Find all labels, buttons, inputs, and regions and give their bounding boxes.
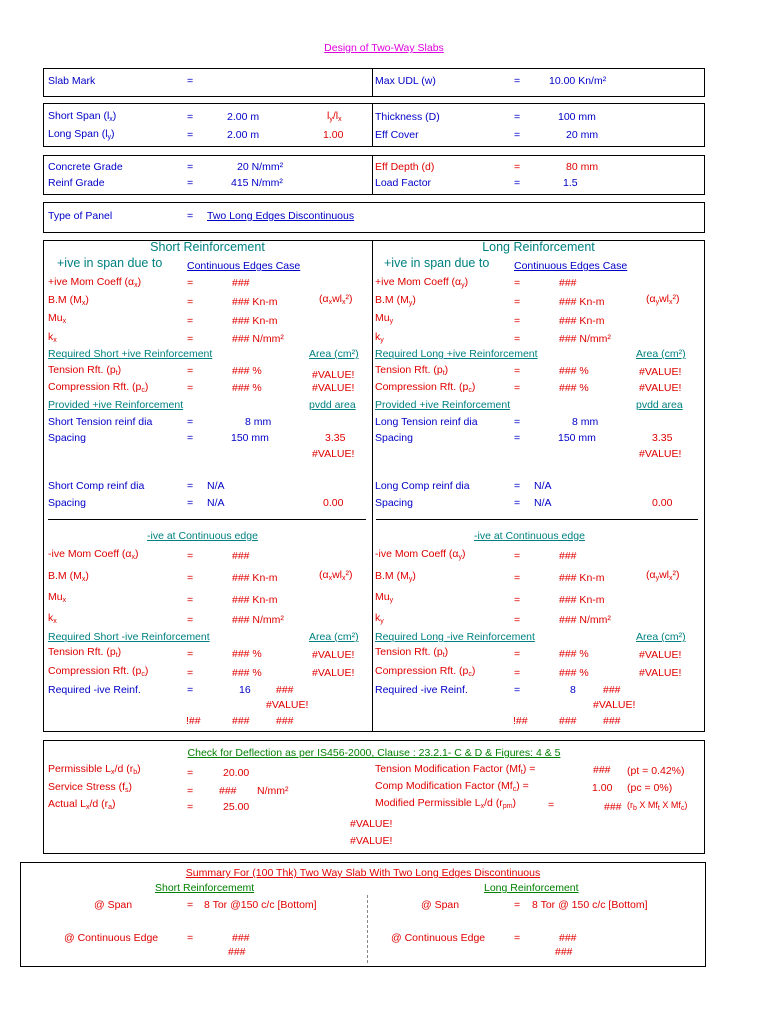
equals: = bbox=[187, 416, 194, 428]
equals: = bbox=[514, 161, 521, 173]
long-neg-bm-value: ### Kn-m bbox=[559, 572, 605, 584]
equals: = bbox=[187, 594, 194, 606]
equals: = bbox=[187, 932, 194, 944]
short-provided-title: Provided +ive Reinforcement bbox=[48, 399, 184, 411]
summary-long-edge-value: ### bbox=[559, 932, 577, 944]
short-comp-dia-label: Short Comp reinf dia bbox=[48, 480, 145, 492]
permissible-ld-value: 20.00 bbox=[223, 767, 250, 779]
equals: = bbox=[514, 432, 521, 444]
short-req-neg-error: #VALUE! bbox=[266, 699, 309, 711]
equals: = bbox=[514, 111, 521, 123]
summary-long-span-value: 8 Tor @ 150 c/c [Bottom] bbox=[532, 899, 648, 911]
divider bbox=[372, 68, 373, 97]
long-mom-coeff-label: +ive Mom Coeff $(\alpha_y)$ bbox=[375, 276, 469, 289]
equals: = bbox=[514, 932, 521, 944]
short-neg-tension-label: Tension Rft. $(p_t)$ bbox=[48, 646, 122, 659]
short-req-neg-title: Required Short -ive Reinforcement bbox=[48, 631, 210, 643]
short-comp-area: 0.00 bbox=[323, 497, 344, 509]
long-neg-bm-label: B.M $(M_y)$ bbox=[375, 570, 416, 583]
equals: = bbox=[187, 111, 194, 123]
equals: = bbox=[514, 899, 521, 911]
equals: = bbox=[514, 667, 521, 679]
short-neg-bm-formula: $(\alpha_xwl_x^2)$ bbox=[319, 569, 353, 582]
long-mu-label: $Mu_y$ bbox=[375, 312, 394, 325]
thickness-value: 100 mm bbox=[558, 111, 596, 123]
summary-short-edge-label: @ Continuous Edge bbox=[64, 932, 159, 944]
short-span-value: 2.00 m bbox=[227, 111, 260, 123]
short-neg-mom-value: ### bbox=[232, 550, 250, 562]
short-bottom-a: !## bbox=[186, 715, 201, 727]
reinf-grade-label: Reinf Grade bbox=[48, 177, 105, 189]
long-req-neg-reinf-value: 8 bbox=[570, 684, 576, 696]
short-neg-compression-label: Compression Rft. $(p_c)$ bbox=[48, 665, 149, 678]
service-stress-unit: N/mm² bbox=[257, 785, 289, 797]
eff-depth-label: Eff Depth (d) bbox=[375, 161, 435, 173]
thickness-label: Thickness (D) bbox=[375, 111, 440, 123]
long-span-due: +ive in span due to bbox=[384, 256, 490, 270]
short-neg-area-header: Area (cm²) bbox=[309, 631, 359, 643]
divider bbox=[372, 103, 373, 147]
long-neg-mom-label: -ive Mom Coeff $(\alpha_y)$ bbox=[375, 548, 466, 561]
summary-title: Summary For (100 Thk) Two Way Slab With Two Long Edges Discontinuous bbox=[185, 867, 541, 879]
long-k-value: ### N/mm² bbox=[559, 333, 611, 345]
short-mom-coeff-label: +ive Mom Coeff $(\alpha_x)$ bbox=[48, 276, 142, 289]
comp-mod-factor-label: Comp Modification Factor $(Mf_c)$ = bbox=[375, 780, 529, 793]
long-bottom-c: ### bbox=[603, 715, 621, 727]
short-bottom-c: ### bbox=[276, 715, 294, 727]
summary-divider bbox=[367, 895, 368, 963]
long-spacing-label: Spacing bbox=[375, 432, 413, 444]
panel-type-box bbox=[43, 202, 705, 233]
short-comp-dia-value: N/A bbox=[207, 480, 225, 492]
short-compression-pct: ### % bbox=[232, 382, 262, 394]
short-neg-title: -ive at Continuous edge bbox=[147, 530, 258, 542]
equals: = bbox=[187, 550, 194, 562]
short-neg-compression-area: #VALUE! bbox=[312, 667, 355, 679]
eff-cover-value: 20 mm bbox=[566, 129, 599, 141]
equals: = bbox=[514, 684, 521, 696]
equals: = bbox=[187, 480, 194, 492]
long-compression-label: Compression Rft. $(p_c)$ bbox=[375, 381, 476, 394]
long-pvdd-header: pvdd area bbox=[636, 399, 683, 411]
short-neg-k-value: ### N/mm² bbox=[232, 614, 284, 626]
short-spacing-label: Spacing bbox=[48, 432, 86, 444]
summary-short-title: Short Reinforcememt bbox=[155, 882, 255, 894]
short-span-label: Short Span $(l_x)$ bbox=[48, 110, 117, 123]
long-bottom-a: !## bbox=[513, 715, 528, 727]
long-req-neg-hash: ### bbox=[603, 684, 621, 696]
long-spacing-error: #VALUE! bbox=[639, 448, 682, 460]
long-neg-mu-value: ### Kn-m bbox=[559, 594, 605, 606]
equals: = bbox=[514, 416, 521, 428]
long-neg-area-header: Area (cm²) bbox=[636, 631, 686, 643]
equals: = bbox=[187, 75, 194, 87]
short-k-value: ### N/mm² bbox=[232, 333, 284, 345]
long-compression-area: #VALUE! bbox=[639, 382, 682, 394]
short-tension-area: #VALUE! bbox=[312, 369, 355, 381]
long-comp-spacing-label: Spacing bbox=[375, 497, 413, 509]
equals: = bbox=[514, 594, 521, 606]
short-req-neg-hash: ### bbox=[276, 684, 294, 696]
load-factor-label: Load Factor bbox=[375, 177, 432, 189]
long-req-neg-reinf-label: Required -ive Reinf. bbox=[375, 684, 468, 696]
short-spacing-value: 150 mm bbox=[231, 432, 269, 444]
equals: = bbox=[514, 277, 521, 289]
short-compression-label: Compression Rft. $(p_c)$ bbox=[48, 381, 149, 394]
short-comp-spacing-label: Spacing bbox=[48, 497, 86, 509]
short-bottom-b: ### bbox=[232, 715, 250, 727]
summary-long-edge-label: @ Continuous Edge bbox=[391, 932, 486, 944]
concrete-grade-value: 20 N/mm² bbox=[237, 161, 284, 173]
divider bbox=[372, 240, 373, 732]
page-title: Design of Two-Way Slabs bbox=[324, 42, 444, 54]
long-bm-value: ### Kn-m bbox=[559, 296, 605, 308]
long-k-label: $k_y$ bbox=[375, 331, 384, 344]
summary-long-title: Long Reinforcement bbox=[484, 882, 579, 894]
equals: = bbox=[514, 333, 521, 345]
concrete-grade-label: Concrete Grade bbox=[48, 161, 123, 173]
short-tension-label: Tension Rft. $(p_t)$ bbox=[48, 364, 122, 377]
long-neg-title: -ive at Continuous edge bbox=[474, 530, 585, 542]
equals: = bbox=[548, 799, 555, 811]
summary-short-span-label: @ Span bbox=[94, 899, 133, 911]
short-tension-dia-label: Short Tension reinf dia bbox=[48, 416, 153, 428]
summary-short-edge-value: ### bbox=[232, 932, 250, 944]
equals: = bbox=[514, 365, 521, 377]
summary-long-span-label: @ Span bbox=[421, 899, 460, 911]
spans-box bbox=[43, 103, 705, 147]
short-tension-pct: ### % bbox=[232, 365, 262, 377]
short-mu-value: ### Kn-m bbox=[232, 315, 278, 327]
panel-type-value: Two Long Edges Discontinuous bbox=[207, 210, 355, 222]
equals: = bbox=[187, 210, 194, 222]
summary-short-edge-value-2: ### bbox=[228, 946, 246, 958]
short-k-label: $k_x$ bbox=[48, 331, 57, 344]
equals: = bbox=[514, 75, 521, 87]
equals: = bbox=[187, 277, 194, 289]
grades-box bbox=[43, 155, 705, 195]
long-tension-dia-label: Long Tension reinf dia bbox=[375, 416, 478, 428]
short-compression-area: #VALUE! bbox=[312, 382, 355, 394]
equals: = bbox=[187, 572, 194, 584]
deflection-error-2: #VALUE! bbox=[350, 835, 393, 847]
summary-short-span-value: 8 Tor @150 c/c [Bottom] bbox=[204, 899, 317, 911]
short-case: Continuous Edges Case bbox=[187, 260, 301, 272]
long-neg-mu-label: $Mu_y$ bbox=[375, 591, 394, 604]
equals: = bbox=[514, 497, 521, 509]
service-stress-label: Service Stress $(f_s)$ bbox=[48, 781, 133, 794]
equals: = bbox=[187, 129, 194, 141]
long-neg-tension-area: #VALUE! bbox=[639, 649, 682, 661]
long-bottom-b: ### bbox=[559, 715, 577, 727]
short-req-pos-title: Required Short +ive Reinforcement bbox=[48, 348, 213, 360]
short-req-neg-reinf-label: Required -ive Reinf. bbox=[48, 684, 141, 696]
modified-permissible-label: Modified Permissible $L_x/d$ $(r_{pm})$ bbox=[375, 797, 517, 810]
long-tension-label: Tension Rft. $(p_t)$ bbox=[375, 364, 449, 377]
equals: = bbox=[514, 129, 521, 141]
long-spacing-area: 3.35 bbox=[652, 432, 673, 444]
actual-ld-value: 25.00 bbox=[223, 801, 250, 813]
service-stress-value: ### bbox=[219, 785, 237, 797]
short-separator bbox=[48, 519, 366, 520]
equals: = bbox=[187, 667, 194, 679]
long-bm-label: B.M $(M_y)$ bbox=[375, 294, 416, 307]
equals: = bbox=[187, 684, 194, 696]
permissible-ld-label: Permissible $L_x/d$ $(r_b)$ bbox=[48, 763, 141, 776]
long-bm-formula: $(\alpha_ywl_x^2)$ bbox=[646, 293, 680, 306]
long-area-header: Area (cm²) bbox=[636, 348, 686, 360]
modified-permissible-note: ($r_b$ X $Mf_t$ X $Mf_c$) bbox=[627, 800, 688, 812]
long-mom-coeff-value: ### bbox=[559, 277, 577, 289]
equals: = bbox=[187, 432, 194, 444]
long-req-neg-error: #VALUE! bbox=[593, 699, 636, 711]
short-bm-value: ### Kn-m bbox=[232, 296, 278, 308]
long-tension-pct: ### % bbox=[559, 365, 589, 377]
summary-long-edge-value-2: ### bbox=[555, 946, 573, 958]
equals: = bbox=[514, 550, 521, 562]
short-pvdd-header: pvdd area bbox=[309, 399, 356, 411]
long-provided-title: Provided +ive Reinforcement bbox=[375, 399, 511, 411]
long-mu-value: ### Kn-m bbox=[559, 315, 605, 327]
long-neg-tension-pct: ### % bbox=[559, 648, 589, 660]
long-span-value: 2.00 m bbox=[227, 129, 260, 141]
short-neg-bm-value: ### Kn-m bbox=[232, 572, 278, 584]
eff-depth-value: 80 mm bbox=[566, 161, 599, 173]
comp-mod-factor-value: 1.00 bbox=[592, 782, 613, 794]
long-req-neg-title: Required Long -ive Reinforcement bbox=[375, 631, 535, 643]
long-compression-pct: ### % bbox=[559, 382, 589, 394]
long-comp-dia-value: N/A bbox=[534, 480, 552, 492]
deflection-error-1: #VALUE! bbox=[350, 818, 393, 830]
deflection-title: Check for Deflection as per IS456-2000, Clause : 23.2.1- C & D & Figures: 4 & 5 bbox=[187, 747, 561, 759]
equals: = bbox=[187, 296, 194, 308]
short-neg-compression-pct: ### % bbox=[232, 667, 262, 679]
long-tension-dia-value: 8 mm bbox=[572, 416, 599, 428]
tension-mod-factor-note: (pt = 0.42%) bbox=[627, 765, 685, 777]
short-req-neg-reinf-value: 16 bbox=[239, 684, 251, 696]
short-mom-coeff-value: ### bbox=[232, 277, 250, 289]
short-neg-k-label: $k_x$ bbox=[48, 612, 57, 625]
long-comp-area: 0.00 bbox=[652, 497, 673, 509]
short-mu-label: $Mu_x$ bbox=[48, 312, 67, 325]
short-area-header: Area (cm²) bbox=[309, 348, 359, 360]
short-neg-bm-label: B.M $(M_x)$ bbox=[48, 570, 89, 583]
comp-mod-factor-note: (pc = 0%) bbox=[627, 782, 673, 794]
equals: = bbox=[187, 315, 194, 327]
max-udl-label: Max UDL (w) bbox=[375, 75, 436, 87]
max-udl-value: 10.00 Kn/m² bbox=[549, 75, 607, 87]
long-neg-k-value: ### N/mm² bbox=[559, 614, 611, 626]
long-neg-k-label: $k_y$ bbox=[375, 612, 384, 625]
long-neg-bm-formula: $(\alpha_ywl_x^2)$ bbox=[646, 569, 680, 582]
tension-mod-factor-label: Tension Modification Factor $(Mf_t)$ = bbox=[375, 763, 536, 776]
span-ratio-value: 1.00 bbox=[323, 129, 344, 141]
equals: = bbox=[514, 614, 521, 626]
short-comp-spacing-value: N/A bbox=[207, 497, 225, 509]
long-neg-tension-label: Tension Rft. $(p_t)$ bbox=[375, 646, 449, 659]
load-factor-value: 1.5 bbox=[563, 177, 578, 189]
slab-mark-label: Slab Mark bbox=[48, 75, 96, 87]
short-bm-label: B.M $(M_x)$ bbox=[48, 294, 89, 307]
long-comp-spacing-value: N/A bbox=[534, 497, 552, 509]
reinf-grade-value: 415 N/mm² bbox=[231, 177, 283, 189]
short-bm-formula: $(\alpha_xwl_x^2)$ bbox=[319, 293, 353, 306]
equals: = bbox=[187, 497, 194, 509]
equals: = bbox=[187, 333, 194, 345]
divider bbox=[372, 155, 373, 195]
tension-mod-factor-value: ### bbox=[593, 764, 611, 776]
short-spacing-area: 3.35 bbox=[325, 432, 346, 444]
equals: = bbox=[187, 899, 194, 911]
equals: = bbox=[514, 315, 521, 327]
long-case: Continuous Edges Case bbox=[514, 260, 628, 272]
long-neg-compression-label: Compression Rft. $(p_c)$ bbox=[375, 665, 476, 678]
long-neg-compression-area: #VALUE! bbox=[639, 667, 682, 679]
equals: = bbox=[187, 767, 194, 779]
short-span-due: +ive in span due to bbox=[57, 256, 163, 270]
equals: = bbox=[514, 572, 521, 584]
equals: = bbox=[187, 365, 194, 377]
short-tension-dia-value: 8 mm bbox=[245, 416, 272, 428]
short-neg-tension-area: #VALUE! bbox=[312, 649, 355, 661]
long-neg-compression-pct: ### % bbox=[559, 667, 589, 679]
long-spacing-value: 150 mm bbox=[558, 432, 596, 444]
equals: = bbox=[514, 648, 521, 660]
short-neg-mom-label: -ive Mom Coeff $(\alpha_x)$ bbox=[48, 548, 139, 561]
long-separator bbox=[376, 519, 698, 520]
long-tension-area: #VALUE! bbox=[639, 366, 682, 378]
short-spacing-error: #VALUE! bbox=[312, 448, 355, 460]
modified-permissible-value: ### bbox=[604, 801, 622, 813]
short-neg-mu-label: $Mu_x$ bbox=[48, 591, 67, 604]
long-req-pos-title: Required Long +ive Reinforcement bbox=[375, 348, 538, 360]
equals: = bbox=[187, 614, 194, 626]
equals: = bbox=[187, 382, 194, 394]
eff-cover-label: Eff Cover bbox=[375, 129, 419, 141]
span-ratio-label: $l_y/l_x$ bbox=[327, 110, 342, 123]
equals: = bbox=[187, 177, 194, 189]
equals: = bbox=[514, 480, 521, 492]
short-reinforcement-title: Short Reinforcement bbox=[150, 240, 265, 254]
long-neg-mom-value: ### bbox=[559, 550, 577, 562]
short-neg-mu-value: ### Kn-m bbox=[232, 594, 278, 606]
panel-type-label: Type of Panel bbox=[48, 210, 113, 222]
equals: = bbox=[187, 161, 194, 173]
long-span-label: Long Span $(l_y)$ bbox=[48, 128, 115, 141]
equals: = bbox=[187, 648, 194, 660]
long-reinforcement-title: Long Reinforcement bbox=[482, 240, 595, 254]
equals: = bbox=[187, 801, 194, 813]
equals: = bbox=[514, 382, 521, 394]
equals: = bbox=[514, 296, 521, 308]
short-neg-tension-pct: ### % bbox=[232, 648, 262, 660]
long-comp-dia-label: Long Comp reinf dia bbox=[375, 480, 470, 492]
equals: = bbox=[187, 785, 194, 797]
equals: = bbox=[514, 177, 521, 189]
actual-ld-label: Actual $L_x/d$ $(r_a)$ bbox=[48, 798, 116, 811]
